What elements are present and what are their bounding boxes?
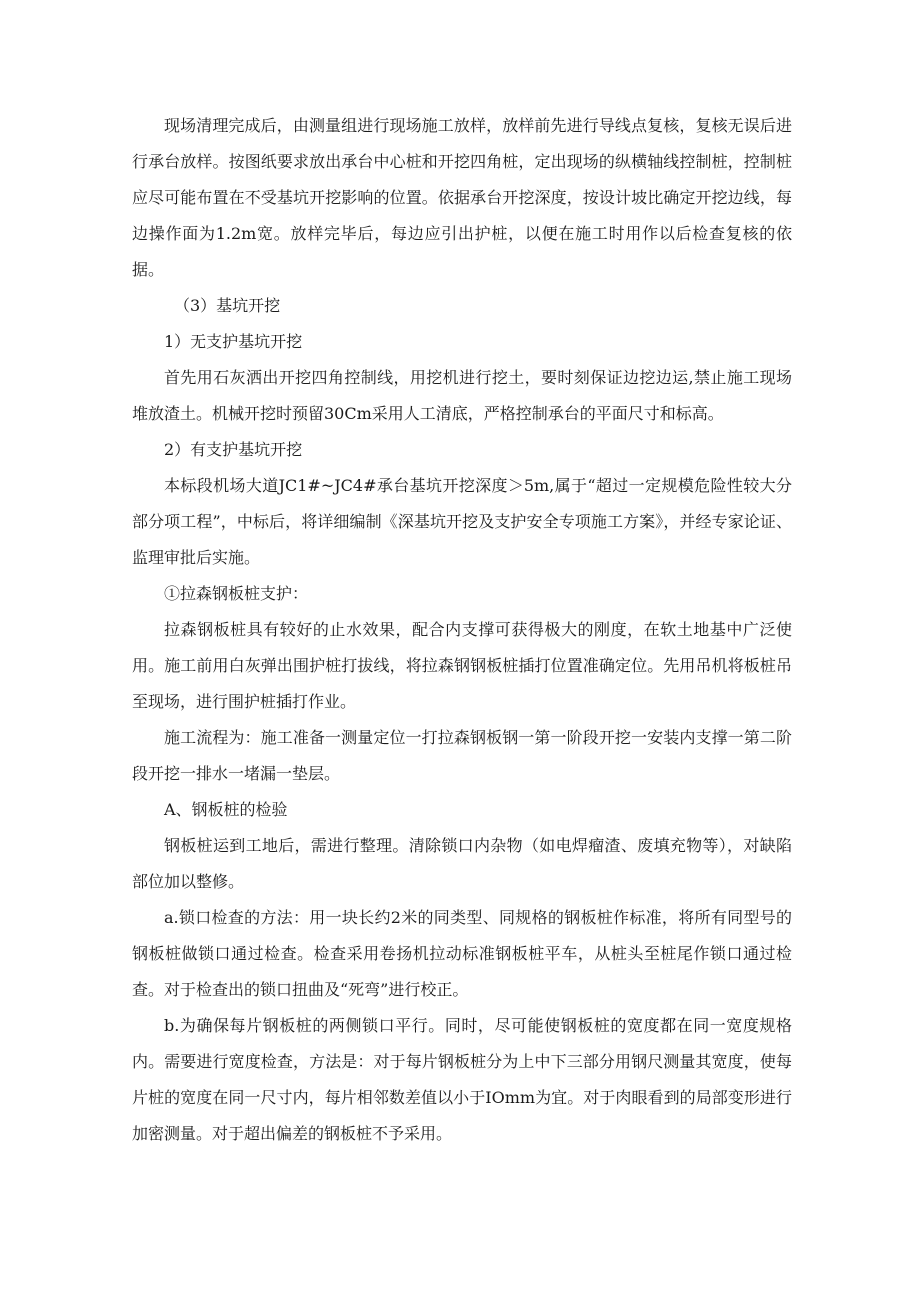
paragraph-width-inspection: b.为确保每片钢板桩的两侧锁口平行。同时，尽可能使钢板桩的宽度都在同一宽度规格内。需要进行宽度检查，方法是：对于每片钢板桩分为上中下三部分用钢尺测量其宽度，使每片桩的宽度在同一尺寸内，每片相邻数差值以小于IOmm为宜。对于肉眼看到的局部变形进行加密测量。对于超出偏差的钢板桩不予采用。 (132, 1016, 792, 1143)
heading-larsen-sheet-pile: ①拉森钢板桩支护： (164, 584, 309, 603)
paragraph-sheet-pile-cleanup: 钢板桩运到工地后，需进行整理。清除锁口内杂物（如电焊瘤渣、废填充物等），对缺陷部位加以整修。 (132, 836, 792, 891)
paragraph-stakeout: 现场清理完成后，由测量组进行现场施工放样，放样前先进行导线点复核，复核无误后进行承台放样。按图纸要求放出承台中心桩和开挖四角桩，定出现场的纵横轴线控制桩，控制桩应尽可能布置在不受基坑开挖影响的位置。依据承台开挖深度，按设计坡比确定开挖边线，每边操作面为1.2m宽。放样完毕后，每边应引出护桩，以便在施工时用作以后检查复核的依据。 (132, 116, 792, 279)
paragraph-construction-flow: 施工流程为：施工准备一测量定位一打拉森钢板钢一第一阶段开挖一安装内支撑一第二阶段开挖一排水一堵漏一垫层。 (132, 728, 792, 783)
paragraph-unsupported-excavation: 首先用石灰洒出开挖四角控制线，用挖机进行挖土，要时刻保证边挖边运,禁止施工现场堆放渣土。机械开挖时预留30Cm采用人工清底，严格控制承台的平面尺寸和标高。 (132, 368, 792, 423)
heading-pit-excavation: （3）基坑开挖 (174, 296, 281, 315)
heading-sheet-pile-inspection: A、钢板桩的检验 (164, 800, 288, 819)
paragraph-larsen-intro: 拉森钢板桩具有较好的止水效果，配合内支撑可获得极大的刚度，在软土地基中广泛使用。施工前用白灰弹出围护桩打拔线，将拉森钢钢板桩插打位置准确定位。先用吊机将板桩吊至现场，进行围护桩插打作业。 (132, 620, 792, 711)
document-page (132, 108, 792, 1152)
paragraph-lock-inspection: a.锁口检查的方法：用一块长约2米的同类型、同规格的钢板桩作标准，将所有同型号的钢板桩做锁口通过检查。检查采用卷扬机拉动标准钢板桩平车，从桩头至桩尾作锁口通过检查。对于检查出的锁口扭曲及“死弯”进行校正。 (132, 908, 792, 999)
paragraph-supported-excavation: 本标段机场大道JC1#~JC4#承台基坑开挖深度＞5m,属于“超过一定规模危险性较大分部分项工程”，中标后，将详细编制《深基坑开挖及支护安全专项施工方案》，并经专家论证、监理审批后实施。 (132, 476, 792, 567)
heading-supported-excavation: 2）有支护基坑开挖 (164, 440, 303, 459)
heading-unsupported-excavation: 1）无支护基坑开挖 (164, 332, 303, 351)
